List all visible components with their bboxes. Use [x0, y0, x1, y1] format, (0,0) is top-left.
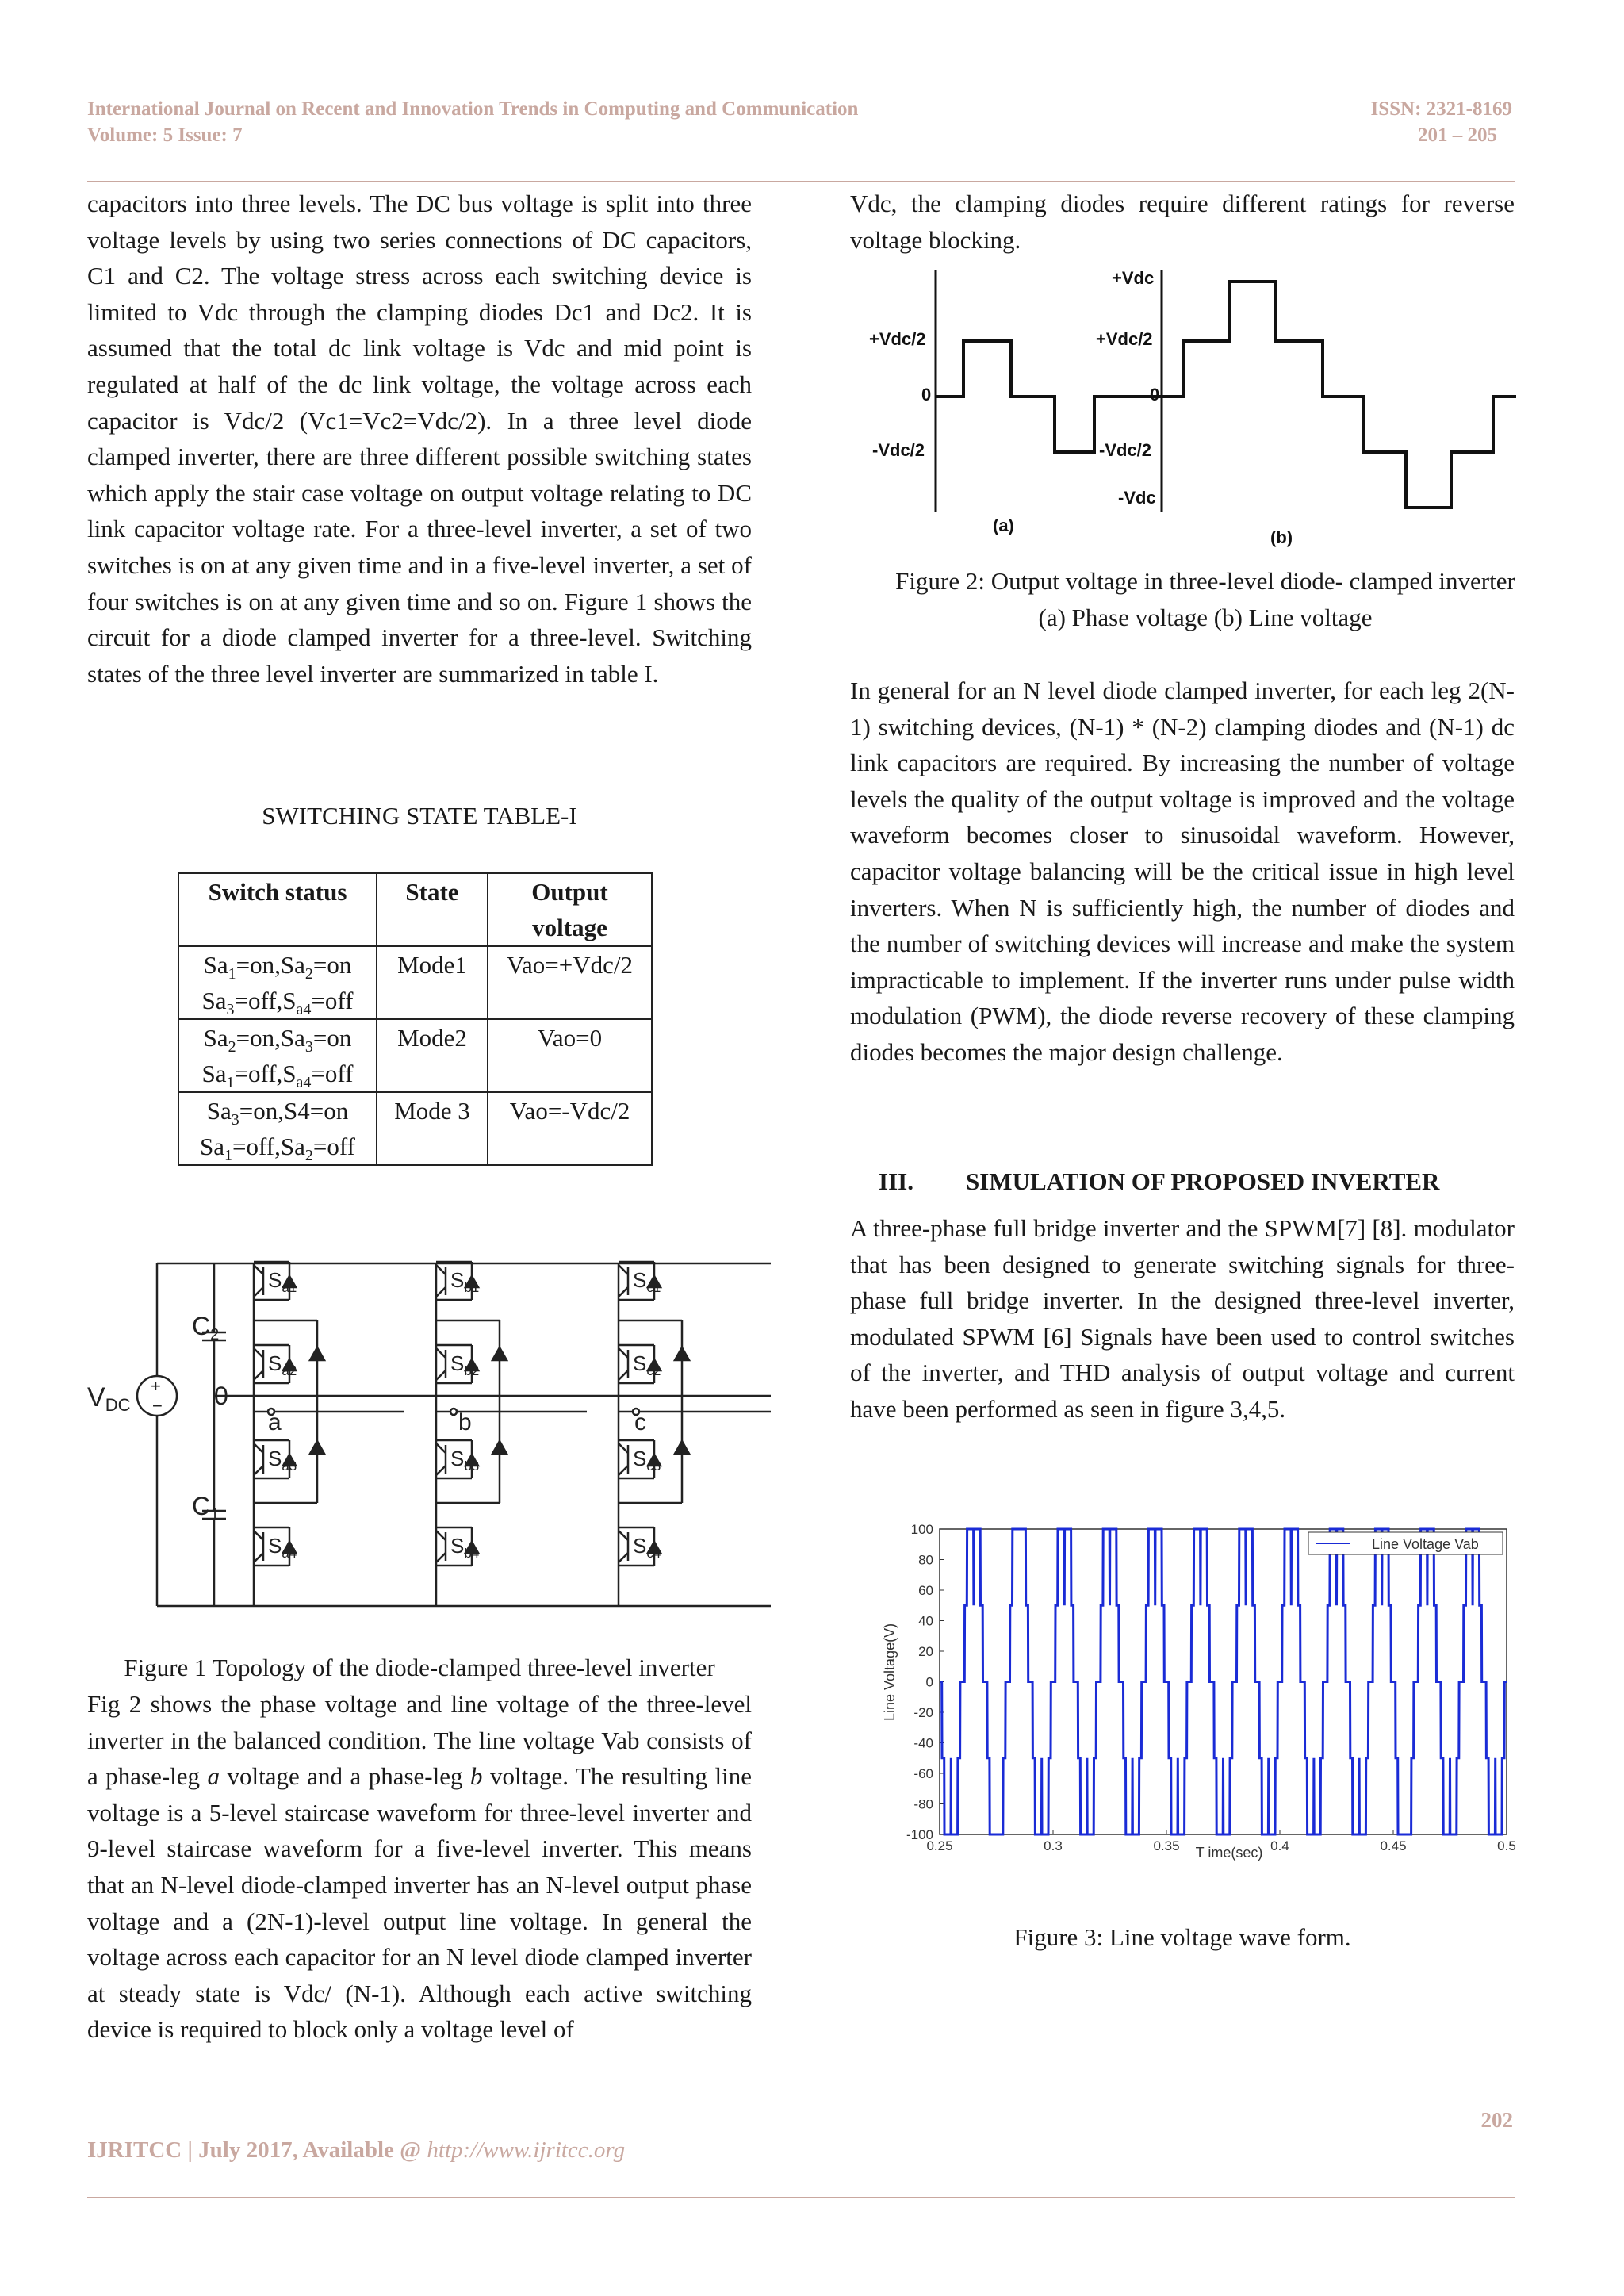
fig2a-tag: (a): [993, 516, 1014, 535]
footer-text: IJRITCC | July 2017, Available @ http://www.ijritcc.org: [87, 2137, 626, 2163]
chart-x-tick-label: 0.5: [1497, 1838, 1516, 1853]
clamp-diode-icon: [492, 1347, 507, 1360]
col-header-state: State: [377, 873, 488, 946]
svg-text:Sa4: $S_{a4}$: [268, 1534, 297, 1561]
chart-y-tick-label: 20: [918, 1644, 933, 1659]
switch-status-cell: $Sa_1=on,Sa_2=on$ $Sa_3=off,S_{a4}=off$: [178, 946, 377, 1019]
chart-y-tick-label: -60: [914, 1766, 933, 1781]
igbt-switch-icon: [436, 1345, 479, 1383]
c2-label: C2: [192, 1312, 220, 1343]
svg-text:+: +: [151, 1376, 161, 1396]
fig2a-label: +Vdc/2: [869, 329, 926, 349]
svg-text:Sb2: $S_{b2}$: [450, 1351, 480, 1378]
state-cell: Mode 3: [377, 1092, 488, 1165]
svg-text:Sa2: $S_{a2}$: [268, 1351, 297, 1378]
section-number: III.: [879, 1167, 914, 1195]
header-rule: [87, 181, 1515, 182]
svg-text:Sa1: $S_{a1}$: [268, 1268, 297, 1295]
page-number: 202: [1480, 2108, 1513, 2132]
vdc-label: VDC: [87, 1382, 131, 1415]
chart-y-tick-label: -80: [914, 1796, 933, 1812]
switching-state-table: [178, 872, 653, 1166]
svg-text:−: −: [152, 1396, 163, 1416]
clamp-diode-icon: [310, 1441, 324, 1454]
igbt-switch-icon: [254, 1440, 297, 1478]
node-c-label: c: [634, 1409, 646, 1435]
igbt-switch-icon: [619, 1345, 661, 1383]
svg-text:Sc4: $S_{c4}$: [633, 1534, 661, 1561]
svg-text:Sc3: $S_{c3}$: [633, 1447, 661, 1474]
col-header-output-voltage: Output voltage: [488, 873, 652, 946]
circuit-diagram: [87, 1249, 785, 1622]
table-header-row: [178, 873, 652, 946]
chart-x-axis-label: T ime(sec): [1195, 1845, 1263, 1861]
chart-y-tick-label: 40: [918, 1613, 933, 1629]
chart-y-tick-label: -40: [914, 1735, 933, 1751]
fig2b-label: +Vdc/2: [1096, 329, 1153, 349]
page-range: 201 – 205: [1418, 125, 1497, 146]
neutral-label: 0: [214, 1382, 228, 1410]
figure-2-waveforms: [864, 262, 1522, 559]
col-header-switch-status: Switch status: [178, 873, 377, 946]
footer-link[interactable]: http://www.ijritcc.org: [427, 2137, 626, 2163]
output-cell: Vao=0: [488, 1019, 652, 1092]
fig2b-label: +Vdc: [1112, 268, 1155, 288]
svg-text:Sb3: $S_{b3}$: [450, 1447, 480, 1474]
chart-y-tick-label: 100: [910, 1522, 933, 1537]
right-paragraph-simulation: A three-phase full bridge inverter and the SPWM[7] [8]. modulator that has been designed to generate switching signals for three-phase full bridge inverter. In the designed three-level inverter, modulated SPWM [6] Signals have been used to control switches of the inverter, and THD analysis of output voltage and current have been performed as seen in figure 3,4,5.: [850, 1214, 1515, 1423]
igbt-switch-icon: [619, 1440, 661, 1478]
c1-label: C1: [192, 1492, 220, 1524]
chart-x-tick-label: 0.45: [1380, 1838, 1407, 1853]
figure-1-caption: Figure 1 Topology of the diode-clamped three-level inverter: [124, 1654, 715, 1681]
fig2b-label: -Vdc/2: [1099, 440, 1152, 460]
clamp-diode-icon: [675, 1347, 689, 1360]
table-row: [178, 1019, 652, 1092]
chart-y-tick-label: 60: [918, 1583, 933, 1598]
igbt-switch-icon: [436, 1527, 479, 1566]
volume-issue: Volume: 5 Issue: 7: [87, 125, 243, 146]
footer-rule: [87, 2197, 1515, 2198]
table-row: [178, 946, 652, 1019]
line-voltage-chart: [880, 1515, 1522, 1864]
phase-voltage-waveform: [936, 341, 1162, 452]
fig2b-label: 0: [1150, 385, 1160, 404]
clamp-diode-icon: [310, 1347, 324, 1360]
igbt-switch-icon: [254, 1262, 297, 1300]
node-b-label: b: [458, 1409, 472, 1435]
section-title: SIMULATION OF PROPOSED INVERTER: [966, 1167, 1440, 1195]
chart-x-tick-label: 0.3: [1044, 1838, 1063, 1853]
left-paragraph-1: capacitors into three levels. The DC bus voltage is split into three voltage levels by using two series connections of DC capacitors, C1 and C2. The voltage stress across each switching device is limited to Vdc through the clamping diodes Dc1 and Dc2. It is assumed that the total dc link voltage is Vdc and mid point is regulated at half of the dc link voltage, the voltage across each capacitor is Vdc/2 (Vc1=Vc2=Vdc/2). In a three level diode clamped inverter, there are three different possible switching states which apply the stair case voltage on output voltage relating to DC link capacitor voltage rate. For a three-level inverter, a set of two switches is on at any given time and in a five-level inverter, a set of four switches is on at any given time and so on. Figure 1 shows the circuit for a diode clamped inverter for a three-level. Switching states of the three level inverter are summarized in table I.: [87, 190, 752, 688]
chart-y-tick-label: 80: [918, 1552, 933, 1568]
igbt-switch-icon: [619, 1527, 661, 1566]
chart-x-tick-label: 0.25: [926, 1838, 953, 1853]
chart-legend-label: Line Voltage Vab: [1372, 1536, 1479, 1552]
svg-text:Sc1: $S_{c1}$: [633, 1268, 661, 1295]
fig2a-label: 0: [921, 385, 932, 404]
igbt-switch-icon: [436, 1262, 479, 1300]
igbt-switch-icon: [254, 1527, 297, 1566]
clamp-diode-icon: [492, 1441, 507, 1454]
chart-y-axis-label: Line Voltage(V): [882, 1623, 898, 1721]
igbt-switch-icon: [436, 1440, 479, 1478]
journal-title: International Journal on Recent and Innovation Trends in Computing and Communication: [87, 98, 859, 120]
svg-text:Sc2: $S_{c2}$: [633, 1351, 661, 1378]
issn: ISSN: 2321-8169: [1370, 98, 1512, 120]
node-a-label: a: [268, 1409, 282, 1435]
chart-y-tick-label: -20: [914, 1705, 933, 1720]
clamp-diode-icon: [675, 1441, 689, 1454]
chart-y-tick-label: -100: [906, 1827, 933, 1842]
fig2a-label: -Vdc/2: [872, 440, 925, 460]
right-paragraph-top: Vdc, the clamping diodes require different ratings for reverse voltage blocking.: [850, 190, 1515, 254]
fig2b-tag: (b): [1270, 527, 1293, 547]
svg-text:Sa3: $S_{a3}$: [268, 1447, 297, 1474]
right-paragraph-mid: In general for an N level diode clamped inverter, for each leg 2(N-1) switching devices, (N-1) * (N-2) clamping diodes and (N-1) dc link capacitors are required. By increasing the number of voltage levels the quality of the output voltage is improved and the voltage waveform becomes closer to sinusoidal waveform. However, capacitor voltage balancing will be the critical issue in high level inverters. When N is sufficiently high, the number of diodes and the number of switching devices will increase and make the system impracticable to implement. If the inverter runs under pulse width modulation (PWM), the diode reverse recovery of these clamping diodes becomes the major design challenge.: [850, 677, 1515, 1066]
chart-x-tick-label: 0.35: [1153, 1838, 1180, 1853]
table-title: SWITCHING STATE TABLE-I: [262, 802, 577, 830]
output-cell: Vao=+Vdc/2: [488, 946, 652, 1019]
figure-3-caption: Figure 3: Line voltage wave form.: [1013, 1923, 1351, 1951]
switch-status-cell: $Sa_2=on,Sa_3=on$ $Sa_1=off,S_{a4}=off$: [178, 1019, 377, 1092]
igbt-switch-icon: [254, 1345, 297, 1383]
fig2b-label: -Vdc: [1118, 488, 1156, 508]
state-cell: Mode1: [377, 946, 488, 1019]
chart-series-line: [940, 1529, 1507, 1834]
chart-x-tick-label: 0.4: [1270, 1838, 1289, 1853]
svg-text:Sb1: $S_{b1}$: [450, 1268, 480, 1295]
svg-text:Sb4: $S_{b4}$: [450, 1534, 480, 1561]
state-cell: Mode2: [377, 1019, 488, 1092]
left-paragraph-2: Fig 2 shows the phase voltage and line voltage of the three-level inverter in the balanced condition. The line voltage Vab consists of a phase-leg a voltage and a phase-leg b voltage. The resulting line voltage is a 5-level staircase waveform for three-level inverter and 9-level staircase waveform for a five-level inverter. This means that an N-level diode-clamped inverter has an N-level output phase voltage and a (2N-1)-level output line voltage. In general the voltage across each capacitor for an N level diode clamped inverter at steady state is Vdc/ (N-1). Although each active switching device is required to block only a voltage level of: [87, 1690, 753, 2044]
line-voltage-waveform: [1162, 282, 1516, 508]
switch-status-cell: $Sa_3=on,S4=on$ $Sa_1=off,Sa_2=off$: [178, 1092, 377, 1165]
figure-2-caption: Figure 2: Output voltage in three-level diode- clamped inverter (a) Phase voltage (b) Line voltage: [895, 567, 1515, 631]
chart-y-tick-label: 0: [925, 1674, 933, 1690]
output-cell: Vao=-Vdc/2: [488, 1092, 652, 1165]
table-row: [178, 1092, 652, 1165]
igbt-switch-icon: [619, 1262, 661, 1300]
